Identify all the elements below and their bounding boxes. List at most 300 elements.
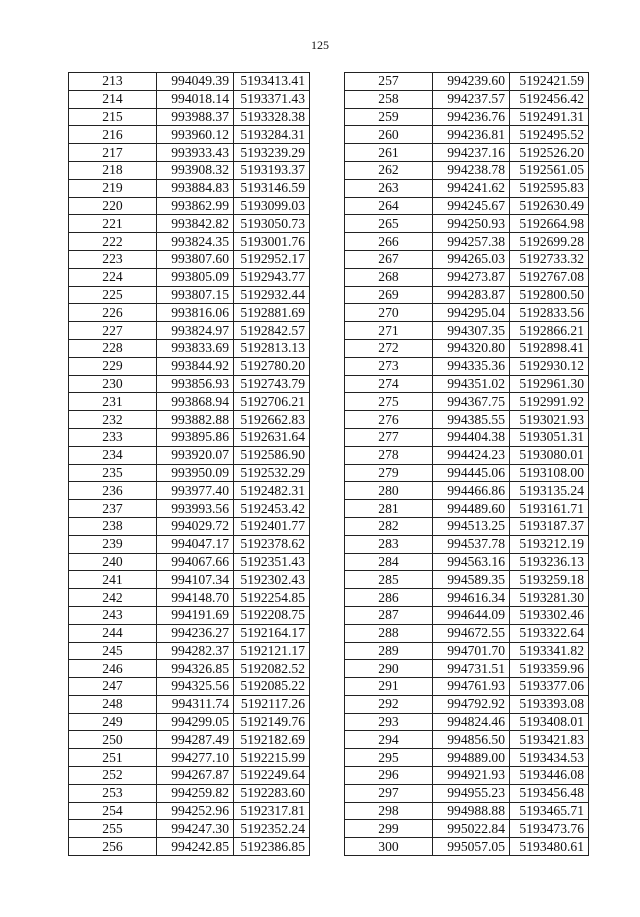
- point-number-cell: 275: [345, 393, 433, 411]
- point-number-cell: 265: [345, 215, 433, 233]
- point-number-cell: 266: [345, 233, 433, 251]
- y-coordinate-cell: 5192662.83: [234, 411, 310, 429]
- x-coordinate-cell: 994988.88: [433, 802, 510, 820]
- y-coordinate-cell: 5192898.41: [510, 339, 589, 357]
- y-coordinate-cell: 5192421.59: [510, 73, 589, 91]
- point-number-cell: 296: [345, 767, 433, 785]
- y-coordinate-cell: 5192630.49: [510, 197, 589, 215]
- point-number-cell: 216: [69, 126, 157, 144]
- y-coordinate-cell: 5192743.79: [234, 375, 310, 393]
- table-row: [345, 553, 589, 571]
- table-row: [345, 179, 589, 197]
- point-number-cell: 277: [345, 428, 433, 446]
- y-coordinate-cell: 5192352.24: [234, 820, 310, 838]
- x-coordinate-cell: 994148.70: [157, 589, 234, 607]
- y-coordinate-cell: 5193099.03: [234, 197, 310, 215]
- y-coordinate-cell: 5192249.64: [234, 767, 310, 785]
- x-coordinate-cell: 994049.39: [157, 73, 234, 91]
- y-coordinate-cell: 5192215.99: [234, 749, 310, 767]
- y-coordinate-cell: 5192699.28: [510, 233, 589, 251]
- point-number-cell: 299: [345, 820, 433, 838]
- table-row: [345, 660, 589, 678]
- table-row: [345, 428, 589, 446]
- y-coordinate-cell: 5192283.60: [234, 784, 310, 802]
- x-coordinate-cell: 994265.03: [433, 250, 510, 268]
- y-coordinate-cell: 5192526.20: [510, 144, 589, 162]
- x-coordinate-cell: 995057.05: [433, 838, 510, 856]
- point-number-cell: 241: [69, 571, 157, 589]
- point-number-cell: 227: [69, 322, 157, 340]
- point-number-cell: 288: [345, 624, 433, 642]
- x-coordinate-cell: 993868.94: [157, 393, 234, 411]
- x-coordinate-cell: 994701.70: [433, 642, 510, 660]
- y-coordinate-cell: 5193421.83: [510, 731, 589, 749]
- x-coordinate-cell: 993920.07: [157, 446, 234, 464]
- x-coordinate-cell: 993895.86: [157, 428, 234, 446]
- y-coordinate-cell: 5192561.05: [510, 161, 589, 179]
- table-row: [345, 464, 589, 482]
- table-row: [345, 784, 589, 802]
- point-number-cell: 244: [69, 624, 157, 642]
- y-coordinate-cell: 5193187.37: [510, 517, 589, 535]
- point-number-cell: 247: [69, 678, 157, 696]
- point-number-cell: 282: [345, 517, 433, 535]
- point-number-cell: 273: [345, 357, 433, 375]
- point-number-cell: 236: [69, 482, 157, 500]
- point-number-cell: 242: [69, 589, 157, 607]
- point-number-cell: 264: [345, 197, 433, 215]
- point-number-cell: 262: [345, 161, 433, 179]
- point-number-cell: 237: [69, 500, 157, 518]
- table-row: [69, 339, 310, 357]
- x-coordinate-cell: 994537.78: [433, 535, 510, 553]
- x-coordinate-cell: 994311.74: [157, 695, 234, 713]
- x-coordinate-cell: 994236.76: [433, 108, 510, 126]
- y-coordinate-cell: 5193480.61: [510, 838, 589, 856]
- y-coordinate-cell: 5192149.76: [234, 713, 310, 731]
- point-number-cell: 267: [345, 250, 433, 268]
- point-number-cell: 234: [69, 446, 157, 464]
- x-coordinate-cell: 994191.69: [157, 606, 234, 624]
- x-coordinate-cell: 994282.37: [157, 642, 234, 660]
- y-coordinate-cell: 5193161.71: [510, 500, 589, 518]
- table-row: [345, 802, 589, 820]
- x-coordinate-cell: 994252.96: [157, 802, 234, 820]
- table-row: [69, 767, 310, 785]
- x-coordinate-cell: 994018.14: [157, 90, 234, 108]
- table-row: [345, 126, 589, 144]
- point-number-cell: 300: [345, 838, 433, 856]
- y-coordinate-cell: 5192254.85: [234, 589, 310, 607]
- table-row: [69, 535, 310, 553]
- y-coordinate-cell: 5193322.64: [510, 624, 589, 642]
- point-number-cell: 276: [345, 411, 433, 429]
- table-row: [69, 375, 310, 393]
- table-row: [345, 589, 589, 607]
- x-coordinate-cell: 993805.09: [157, 268, 234, 286]
- point-number-cell: 287: [345, 606, 433, 624]
- point-number-cell: 233: [69, 428, 157, 446]
- x-coordinate-cell: 994239.60: [433, 73, 510, 91]
- x-coordinate-cell: 994295.04: [433, 304, 510, 322]
- point-number-cell: 222: [69, 233, 157, 251]
- y-coordinate-cell: 5192930.12: [510, 357, 589, 375]
- y-coordinate-cell: 5192302.43: [234, 571, 310, 589]
- point-number-cell: 225: [69, 286, 157, 304]
- table-row: [69, 286, 310, 304]
- table-row: [345, 482, 589, 500]
- x-coordinate-cell: 993824.97: [157, 322, 234, 340]
- point-number-cell: 219: [69, 179, 157, 197]
- x-coordinate-cell: 994335.36: [433, 357, 510, 375]
- x-coordinate-cell: 994404.38: [433, 428, 510, 446]
- table-row: [69, 820, 310, 838]
- x-coordinate-cell: 994236.27: [157, 624, 234, 642]
- y-coordinate-cell: 5192491.31: [510, 108, 589, 126]
- table-row: [69, 428, 310, 446]
- x-coordinate-cell: 994250.93: [433, 215, 510, 233]
- x-coordinate-cell: 994267.87: [157, 767, 234, 785]
- table-row: [69, 250, 310, 268]
- table-row: [345, 215, 589, 233]
- point-number-cell: 253: [69, 784, 157, 802]
- x-coordinate-cell: 993933.43: [157, 144, 234, 162]
- table-row: [69, 838, 310, 856]
- table-row: [345, 286, 589, 304]
- table-row: [69, 784, 310, 802]
- x-coordinate-cell: 994644.09: [433, 606, 510, 624]
- x-coordinate-cell: 993950.09: [157, 464, 234, 482]
- x-coordinate-cell: 994325.56: [157, 678, 234, 696]
- y-coordinate-cell: 5192386.85: [234, 838, 310, 856]
- point-number-cell: 221: [69, 215, 157, 233]
- y-coordinate-cell: 5193284.31: [234, 126, 310, 144]
- x-coordinate-cell: 994287.49: [157, 731, 234, 749]
- table-row: [345, 393, 589, 411]
- y-coordinate-cell: 5193146.59: [234, 179, 310, 197]
- y-coordinate-cell: 5192117.26: [234, 695, 310, 713]
- x-coordinate-cell: 993816.06: [157, 304, 234, 322]
- y-coordinate-cell: 5193377.06: [510, 678, 589, 696]
- x-coordinate-cell: 994889.00: [433, 749, 510, 767]
- point-number-cell: 217: [69, 144, 157, 162]
- table-row: [345, 678, 589, 696]
- y-coordinate-cell: 5193413.41: [234, 73, 310, 91]
- point-number-cell: 280: [345, 482, 433, 500]
- y-coordinate-cell: 5192991.92: [510, 393, 589, 411]
- point-number-cell: 268: [345, 268, 433, 286]
- point-number-cell: 295: [345, 749, 433, 767]
- table-row: [69, 606, 310, 624]
- x-coordinate-cell: 994424.23: [433, 446, 510, 464]
- point-number-cell: 293: [345, 713, 433, 731]
- table-row: [69, 500, 310, 518]
- table-row: [69, 660, 310, 678]
- table-row: [345, 767, 589, 785]
- y-coordinate-cell: 5193212.19: [510, 535, 589, 553]
- table-row: [345, 517, 589, 535]
- x-coordinate-cell: 994731.51: [433, 660, 510, 678]
- y-coordinate-cell: 5192085.22: [234, 678, 310, 696]
- table-row: [69, 642, 310, 660]
- table-row: [345, 606, 589, 624]
- table-row: [345, 571, 589, 589]
- point-number-cell: 248: [69, 695, 157, 713]
- y-coordinate-cell: 5192833.56: [510, 304, 589, 322]
- x-coordinate-cell: 994107.34: [157, 571, 234, 589]
- table-row: [345, 144, 589, 162]
- x-coordinate-cell: 994513.25: [433, 517, 510, 535]
- y-coordinate-cell: 5193021.93: [510, 411, 589, 429]
- point-number-cell: 228: [69, 339, 157, 357]
- x-coordinate-cell: 994047.17: [157, 535, 234, 553]
- y-coordinate-cell: 5192495.52: [510, 126, 589, 144]
- y-coordinate-cell: 5192456.42: [510, 90, 589, 108]
- y-coordinate-cell: 5193359.96: [510, 660, 589, 678]
- x-coordinate-cell: 993856.93: [157, 375, 234, 393]
- table-row: [345, 500, 589, 518]
- table-row: [345, 322, 589, 340]
- table-row: [345, 820, 589, 838]
- table-row: [69, 589, 310, 607]
- point-number-cell: 223: [69, 250, 157, 268]
- table-row: [69, 126, 310, 144]
- x-coordinate-cell: 994955.23: [433, 784, 510, 802]
- x-coordinate-cell: 993993.56: [157, 500, 234, 518]
- y-coordinate-cell: 5192961.30: [510, 375, 589, 393]
- x-coordinate-cell: 994761.93: [433, 678, 510, 696]
- table-row: [69, 802, 310, 820]
- table-row: [345, 161, 589, 179]
- table-row: [345, 357, 589, 375]
- table-row: [69, 197, 310, 215]
- x-coordinate-cell: 994445.06: [433, 464, 510, 482]
- y-coordinate-cell: 5193050.73: [234, 215, 310, 233]
- point-number-cell: 281: [345, 500, 433, 518]
- point-number-cell: 213: [69, 73, 157, 91]
- x-coordinate-cell: 993833.69: [157, 339, 234, 357]
- point-number-cell: 229: [69, 357, 157, 375]
- y-coordinate-cell: 5192401.77: [234, 517, 310, 535]
- coordinates-table-right: [344, 72, 589, 856]
- table-row: [345, 268, 589, 286]
- table-row: [69, 571, 310, 589]
- x-coordinate-cell: 993882.88: [157, 411, 234, 429]
- coordinates-table-left: [68, 72, 310, 856]
- x-coordinate-cell: 994367.75: [433, 393, 510, 411]
- x-coordinate-cell: 994241.62: [433, 179, 510, 197]
- page-number: 125: [311, 38, 329, 52]
- y-coordinate-cell: 5193259.18: [510, 571, 589, 589]
- y-coordinate-cell: 5193135.24: [510, 482, 589, 500]
- point-number-cell: 294: [345, 731, 433, 749]
- table-row: [69, 446, 310, 464]
- table-row: [69, 411, 310, 429]
- x-coordinate-cell: 993842.82: [157, 215, 234, 233]
- table-row: [345, 535, 589, 553]
- point-number-cell: 231: [69, 393, 157, 411]
- point-number-cell: 226: [69, 304, 157, 322]
- y-coordinate-cell: 5193341.82: [510, 642, 589, 660]
- x-coordinate-cell: 994672.55: [433, 624, 510, 642]
- y-coordinate-cell: 5192082.52: [234, 660, 310, 678]
- y-coordinate-cell: 5192586.90: [234, 446, 310, 464]
- y-coordinate-cell: 5193080.01: [510, 446, 589, 464]
- x-coordinate-cell: 994242.85: [157, 838, 234, 856]
- x-coordinate-cell: 994307.35: [433, 322, 510, 340]
- table-row: [345, 73, 589, 91]
- point-number-cell: 256: [69, 838, 157, 856]
- x-coordinate-cell: 993884.83: [157, 179, 234, 197]
- point-number-cell: 238: [69, 517, 157, 535]
- x-coordinate-cell: 993908.32: [157, 161, 234, 179]
- point-number-cell: 259: [345, 108, 433, 126]
- y-coordinate-cell: 5192208.75: [234, 606, 310, 624]
- y-coordinate-cell: 5192453.42: [234, 500, 310, 518]
- point-number-cell: 245: [69, 642, 157, 660]
- x-coordinate-cell: 994029.72: [157, 517, 234, 535]
- x-coordinate-cell: 994320.80: [433, 339, 510, 357]
- x-coordinate-cell: 994236.81: [433, 126, 510, 144]
- point-number-cell: 260: [345, 126, 433, 144]
- point-number-cell: 278: [345, 446, 433, 464]
- x-coordinate-cell: 994616.34: [433, 589, 510, 607]
- x-coordinate-cell: 994247.30: [157, 820, 234, 838]
- point-number-cell: 250: [69, 731, 157, 749]
- y-coordinate-cell: 5192866.21: [510, 322, 589, 340]
- point-number-cell: 286: [345, 589, 433, 607]
- x-coordinate-cell: 994489.60: [433, 500, 510, 518]
- point-number-cell: 224: [69, 268, 157, 286]
- y-coordinate-cell: 5193465.71: [510, 802, 589, 820]
- x-coordinate-cell: 994326.85: [157, 660, 234, 678]
- x-coordinate-cell: 994257.38: [433, 233, 510, 251]
- y-coordinate-cell: 5192800.50: [510, 286, 589, 304]
- y-coordinate-cell: 5192932.44: [234, 286, 310, 304]
- x-coordinate-cell: 994351.02: [433, 375, 510, 393]
- point-number-cell: 292: [345, 695, 433, 713]
- x-coordinate-cell: 994237.57: [433, 90, 510, 108]
- x-coordinate-cell: 994589.35: [433, 571, 510, 589]
- y-coordinate-cell: 5193393.08: [510, 695, 589, 713]
- y-coordinate-cell: 5192706.21: [234, 393, 310, 411]
- y-coordinate-cell: 5192780.20: [234, 357, 310, 375]
- y-coordinate-cell: 5192767.08: [510, 268, 589, 286]
- table-row: [345, 713, 589, 731]
- table-row: [69, 144, 310, 162]
- y-coordinate-cell: 5192631.64: [234, 428, 310, 446]
- y-coordinate-cell: 5192595.83: [510, 179, 589, 197]
- point-number-cell: 240: [69, 553, 157, 571]
- table-row: [69, 731, 310, 749]
- y-coordinate-cell: 5193001.76: [234, 233, 310, 251]
- point-number-cell: 255: [69, 820, 157, 838]
- x-coordinate-cell: 994856.50: [433, 731, 510, 749]
- y-coordinate-cell: 5193456.48: [510, 784, 589, 802]
- point-number-cell: 243: [69, 606, 157, 624]
- table-row: [69, 179, 310, 197]
- table-row: [69, 553, 310, 571]
- table-row: [345, 108, 589, 126]
- table-row: [345, 339, 589, 357]
- table-row: [69, 749, 310, 767]
- x-coordinate-cell: 993862.99: [157, 197, 234, 215]
- y-coordinate-cell: 5192317.81: [234, 802, 310, 820]
- y-coordinate-cell: 5192664.98: [510, 215, 589, 233]
- y-coordinate-cell: 5193239.29: [234, 144, 310, 162]
- point-number-cell: 218: [69, 161, 157, 179]
- table-row: [345, 838, 589, 856]
- y-coordinate-cell: 5192881.69: [234, 304, 310, 322]
- point-number-cell: 274: [345, 375, 433, 393]
- table-row: [345, 197, 589, 215]
- y-coordinate-cell: 5192813.13: [234, 339, 310, 357]
- x-coordinate-cell: 994299.05: [157, 713, 234, 731]
- table-row: [345, 411, 589, 429]
- table-row: [69, 322, 310, 340]
- y-coordinate-cell: 5193302.46: [510, 606, 589, 624]
- table-row: [69, 161, 310, 179]
- point-number-cell: 214: [69, 90, 157, 108]
- y-coordinate-cell: 5192842.57: [234, 322, 310, 340]
- table-row: [345, 233, 589, 251]
- table-row: [69, 482, 310, 500]
- point-number-cell: 291: [345, 678, 433, 696]
- point-number-cell: 239: [69, 535, 157, 553]
- x-coordinate-cell: 994563.16: [433, 553, 510, 571]
- y-coordinate-cell: 5192121.17: [234, 642, 310, 660]
- table-row: [69, 713, 310, 731]
- y-coordinate-cell: 5193193.37: [234, 161, 310, 179]
- table-row: [69, 304, 310, 322]
- y-coordinate-cell: 5192733.32: [510, 250, 589, 268]
- y-coordinate-cell: 5192952.17: [234, 250, 310, 268]
- y-coordinate-cell: 5192943.77: [234, 268, 310, 286]
- point-number-cell: 279: [345, 464, 433, 482]
- y-coordinate-cell: 5192164.17: [234, 624, 310, 642]
- table-row: [345, 90, 589, 108]
- y-coordinate-cell: 5193108.00: [510, 464, 589, 482]
- point-number-cell: 285: [345, 571, 433, 589]
- y-coordinate-cell: 5192351.43: [234, 553, 310, 571]
- x-coordinate-cell: 994245.67: [433, 197, 510, 215]
- point-number-cell: 232: [69, 411, 157, 429]
- x-coordinate-cell: 994237.16: [433, 144, 510, 162]
- y-coordinate-cell: 5193473.76: [510, 820, 589, 838]
- table-row: [345, 731, 589, 749]
- table-row: [69, 108, 310, 126]
- table-row: [345, 375, 589, 393]
- point-number-cell: 289: [345, 642, 433, 660]
- point-number-cell: 246: [69, 660, 157, 678]
- x-coordinate-cell: 994385.55: [433, 411, 510, 429]
- y-coordinate-cell: 5192532.29: [234, 464, 310, 482]
- table-row: [345, 250, 589, 268]
- x-coordinate-cell: 993977.40: [157, 482, 234, 500]
- table-row: [345, 624, 589, 642]
- point-number-cell: 254: [69, 802, 157, 820]
- table-row: [69, 90, 310, 108]
- table-row: [69, 678, 310, 696]
- point-number-cell: 297: [345, 784, 433, 802]
- point-number-cell: 261: [345, 144, 433, 162]
- point-number-cell: 257: [345, 73, 433, 91]
- point-number-cell: 230: [69, 375, 157, 393]
- x-coordinate-cell: 994921.93: [433, 767, 510, 785]
- point-number-cell: 258: [345, 90, 433, 108]
- x-coordinate-cell: 994238.78: [433, 161, 510, 179]
- point-number-cell: 215: [69, 108, 157, 126]
